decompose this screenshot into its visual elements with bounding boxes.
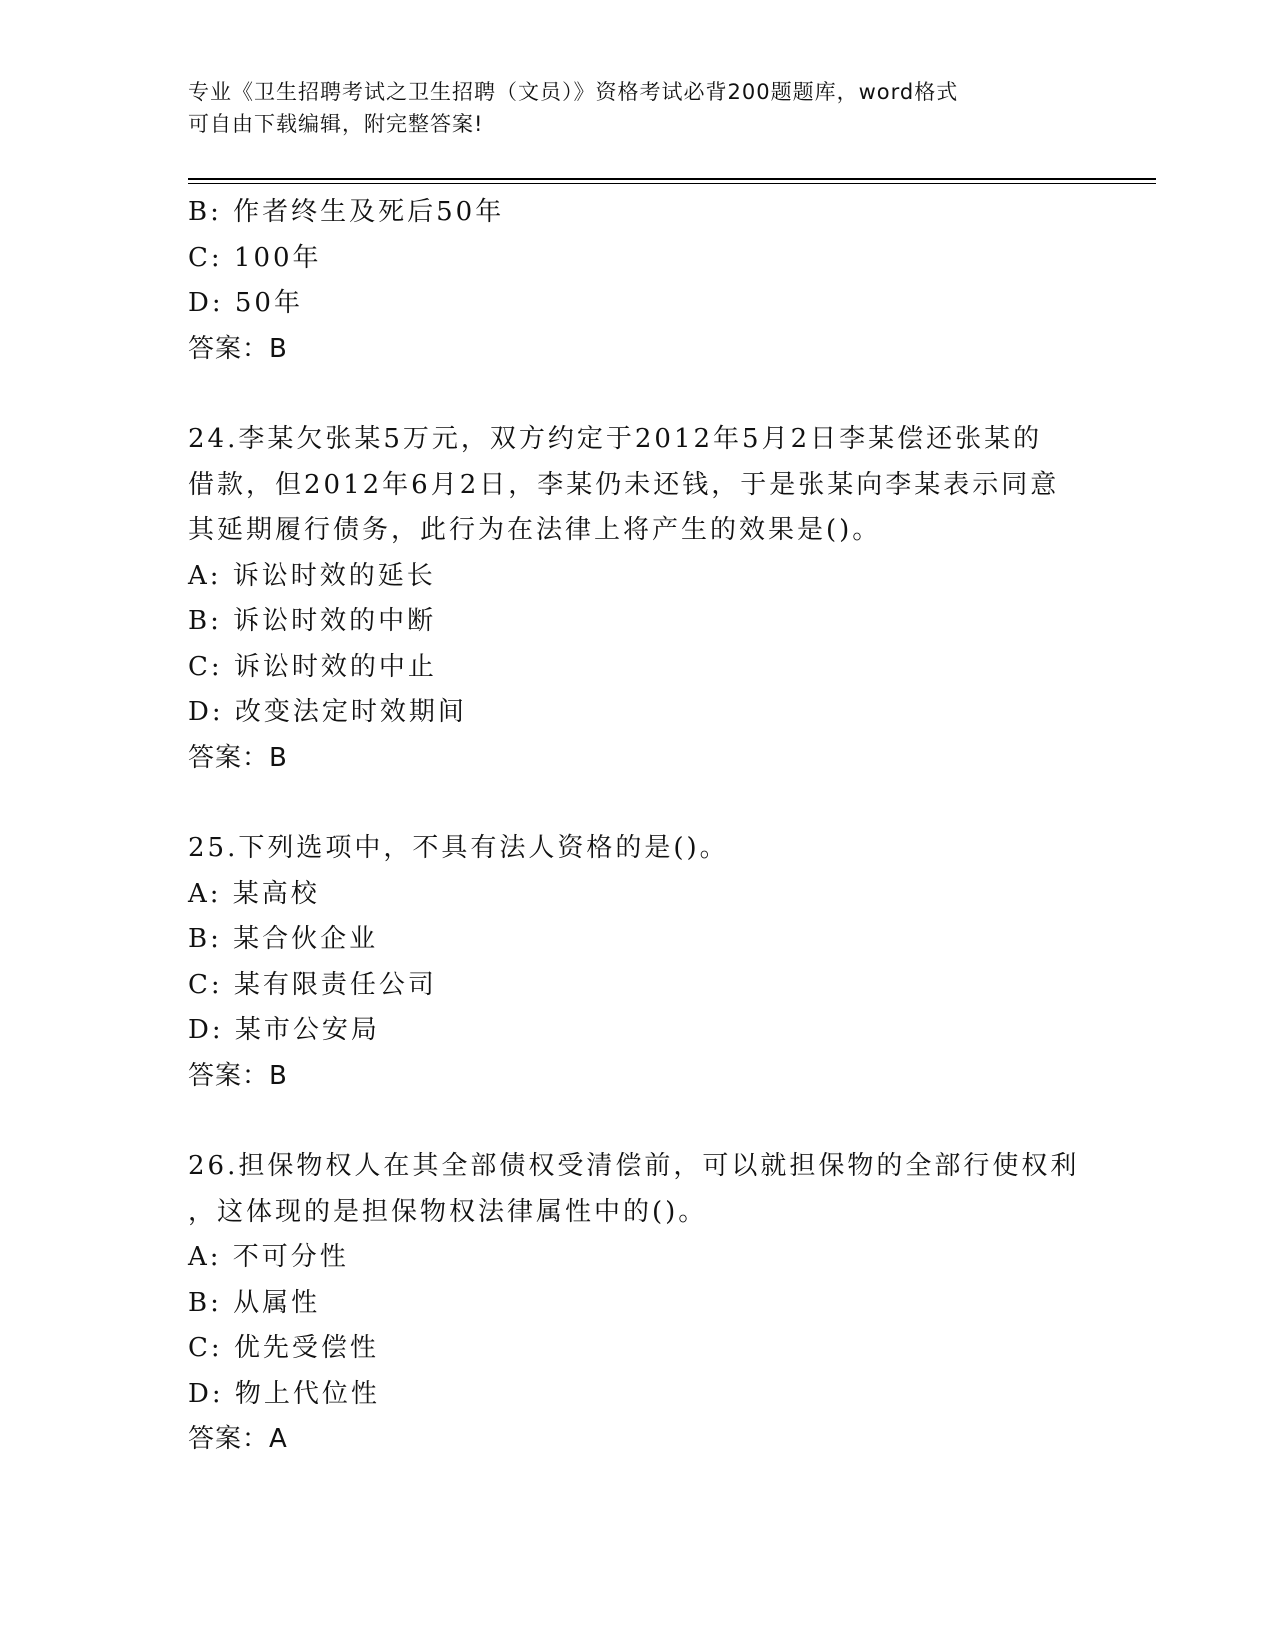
option-d: D: 改变法定时效期间: [188, 697, 467, 727]
question-text-line: ，这体现的是担保物权法律属性中的()。: [188, 1196, 708, 1227]
header-line-2: 可自由下载编辑，附完整答案!: [188, 112, 484, 136]
document-header: [188, 76, 1068, 140]
question-text-line: 借款，但2012年6月2日，李某仍未还钱，于是张某向李某表示同意: [188, 469, 1060, 500]
option-b: B: 作者终生及死后50年: [188, 197, 505, 227]
option-c: C: 优先受偿性: [188, 1333, 379, 1363]
header-line-1: 专业《卫生招聘考试之卫生招聘（文员）》资格考试必背200题题库，word格式: [188, 80, 959, 104]
answer-line: 答案：A: [188, 1424, 288, 1454]
spacer: [188, 372, 1088, 417]
question-text-line: 25.下列选项中，不具有法人资格的是()。: [188, 833, 729, 863]
answer-line: 答案：B: [188, 742, 288, 773]
question-list: [188, 190, 1088, 1463]
answer-line: 答案：B: [188, 333, 288, 364]
option-a: A: 诉讼时效的延长: [188, 560, 436, 591]
option-a: A: 某高校: [188, 878, 320, 909]
option-d: D: 物上代位性: [188, 1378, 380, 1409]
question-23: [188, 190, 1088, 372]
question-25: [188, 826, 1088, 1099]
spacer: [188, 781, 1088, 826]
option-c: C: 100年: [188, 242, 322, 273]
question-text-line: 其延期履行债务，此行为在法律上将产生的效果是()。: [188, 515, 882, 545]
option-c: C: 某有限责任公司: [188, 969, 437, 1000]
question-text-line: 24.李某欠张某5万元，双方约定于2012年5月2日李某偿还张某的: [188, 424, 1043, 454]
option-b: B: 从属性: [188, 1287, 321, 1318]
header-rule-thick: [188, 178, 1156, 180]
option-c: C: 诉讼时效的中止: [188, 651, 437, 682]
option-d: D: 50年: [188, 288, 303, 318]
option-b: B: 诉讼时效的中断: [188, 606, 437, 636]
option-d: D: 某市公安局: [188, 1015, 380, 1045]
question-text-line: 26.担保物权人在其全部债权受清偿前，可以就担保物的全部行使权利: [188, 1151, 1080, 1181]
question-24: [188, 417, 1088, 781]
question-26: [188, 1144, 1088, 1463]
spacer: [188, 1099, 1088, 1144]
answer-line: 答案：B: [188, 1060, 288, 1091]
option-b: B: 某合伙企业: [188, 924, 379, 954]
header-rule-thin: [188, 183, 1156, 184]
option-a: A: 不可分性: [188, 1242, 349, 1272]
